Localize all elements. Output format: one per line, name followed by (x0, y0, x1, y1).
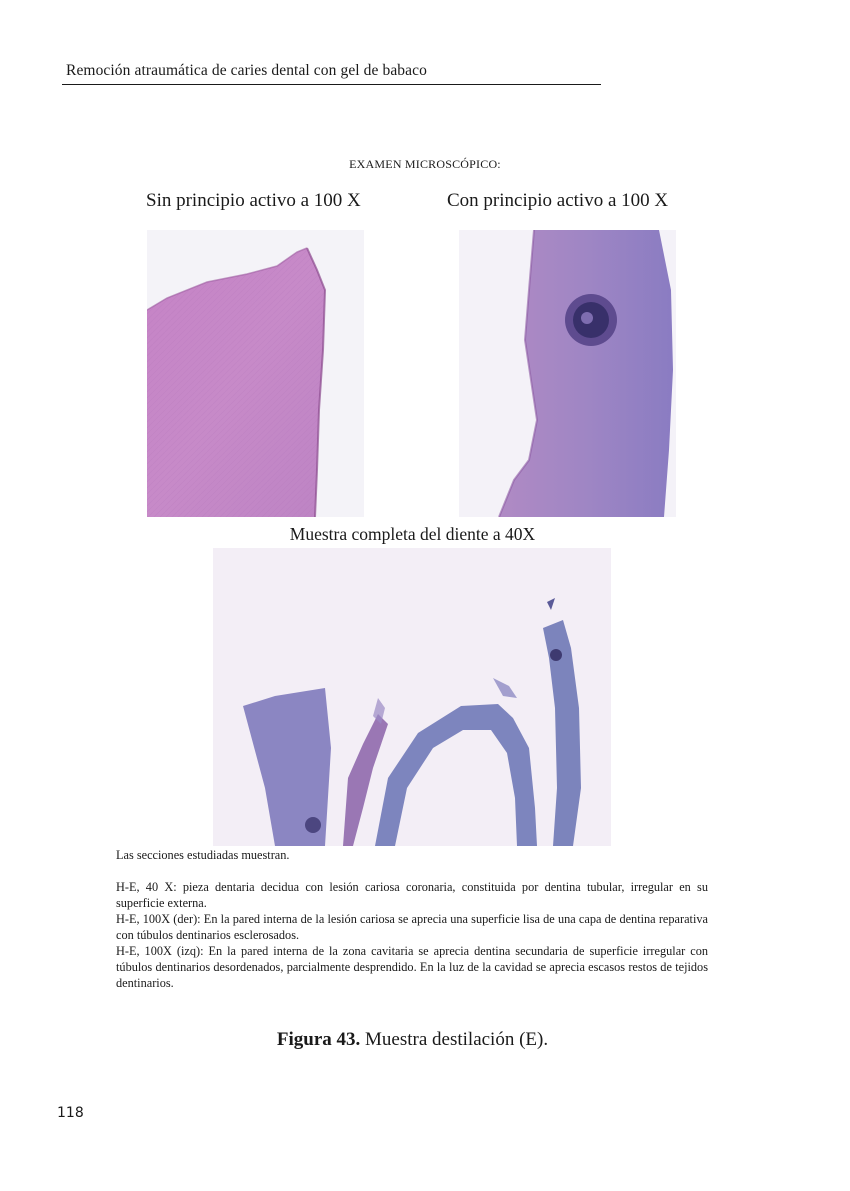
figure-caption (0, 1029, 825, 1051)
body-intro: Las secciones estudiadas muestran. (116, 848, 290, 862)
full-sample-caption: Muestra completa del diente a 40X (289, 524, 536, 544)
right-image-caption: Con principio activo a 100 X (447, 190, 669, 211)
running-head: Remoción atraumática de caries dental con gel de babaco (66, 62, 427, 79)
body-paragraph-2: H-E, 100X (der): En la pared interna de la lesión cariosa se aprecia una superficie lisa de una capa de dentina reparativa con túbulos dentinarios esclerosados. (116, 912, 708, 942)
body-paragraph-3: H-E, 100X (izq): En la pared interna de la zona cavitaria se aprecia dentina secundaria de superficie irregular con túbulos dentinarios desordenados, parcialmente desprendido. En la luz de la cavidad se aprecia escasos restos de tejidos dentinarios. (116, 944, 708, 990)
section-title: EXAMEN MICROSCÓPICO: (349, 157, 501, 171)
figure-label: Figura 43. (276, 1029, 361, 1050)
page-number: 118 (57, 1105, 84, 1121)
left-image-caption: Sin principio activo a 100 X (146, 190, 361, 211)
micrograph-full (213, 548, 611, 846)
body-paragraph-1: H-E, 40 X: pieza dentaria decidua con lesión cariosa coronaria, constituida por dentina tubular, irregular en su superficie externa. (116, 880, 708, 910)
micrograph-left (147, 230, 364, 517)
micrograph-right (459, 230, 676, 517)
header-rule (62, 84, 601, 85)
figure-title: Muestra destilación (E). (365, 1029, 549, 1050)
